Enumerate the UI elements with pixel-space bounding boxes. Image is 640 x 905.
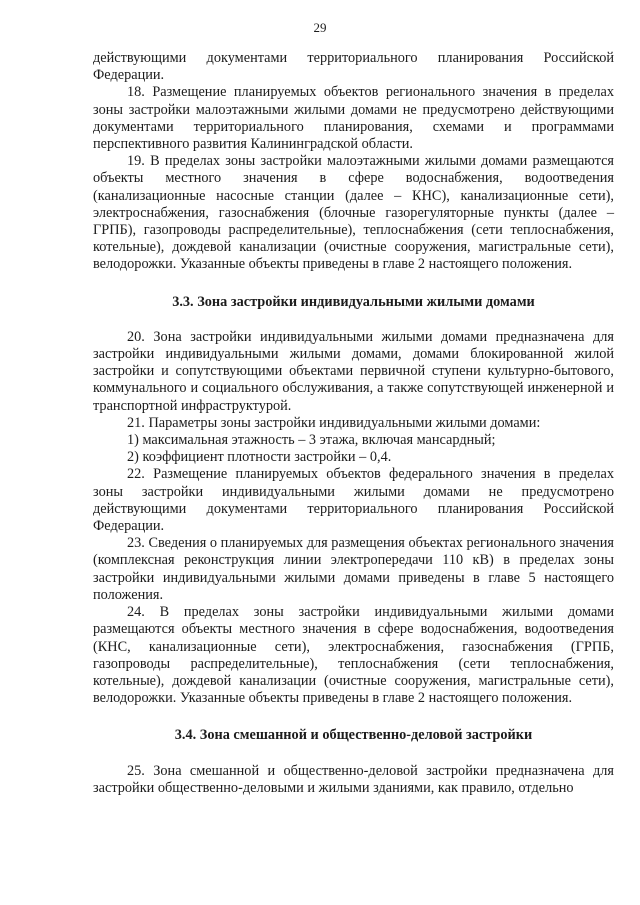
spacer	[93, 311, 614, 329]
list-item-1: 1) максимальная этажность – 3 этажа, включая мансардный;	[127, 432, 496, 449]
page-number: 29	[313, 20, 327, 35]
paragraph-25: 25. Зона смешанной и общественно-деловой застройки предназначена для застройки общественно-деловыми и жилыми зданиями, как правило, отдельно	[93, 762, 614, 796]
paragraph-23: 23. Сведения о планируемых для размещения объектах регионального значения (комплексная реконструкция линии электропередачи 110 кВ) в пределах зоны застройки индивидуальными жилыми домами приведены в главе 5 настоящего положения.	[93, 535, 614, 603]
paragraph-19: 19. В пределах зоны застройки малоэтажными жилыми домами размещаются объекты местного значения в сфере водоснабжения, водоотведения (канализационные насосные станции (далее – КНС), канализационные сети), электроснабжения, газоснабжения (блочные газорегуляторные пункты (далее – ГРПБ), газопроводы распределительные), теплоснабжения (сети теплоснабжения, котельные), дождевой канализации (очистные сооружения, магистральные сети), велодорожки. Указанные объекты приведены в главе 2 настоящего положения.	[93, 153, 614, 273]
paragraph-24: 24. В пределах зоны застройки индивидуальными жилыми домами размещаются объекты местного значения в сфере водоснабжения, водоотведения (КНС, канализационные сети), электроснабжения, газоснабжения (ГРПБ, газопроводы распределительные), теплоснабжения (сети теплоснабжения, котельные), дождевой канализации (очистные сооружения, магистральные сети), велодорожки. Указанные объекты приведены в главе 2 настоящего положения.	[93, 604, 614, 707]
paragraph-22: 22. Размещение планируемых объектов федерального значения в пределах зоны застройки индивидуальными жилыми домами не предусмотрено действующими документами территориального планирования Российской Федерации.	[93, 466, 614, 535]
spacer	[93, 707, 614, 727]
spacer	[93, 274, 614, 294]
paragraph-continuation: действующими документами территориального планирования Российской Федерации.	[93, 50, 614, 84]
document-body	[93, 50, 614, 797]
paragraph-18: 18. Размещение планируемых объектов регионального значения в пределах зоны застройки малоэтажными жилыми домами не предусмотрено действующими документами территориального планирования, схемами и программами перспективного развития Калининградской области.	[93, 84, 614, 153]
list-item-2: 2) коэффициент плотности застройки – 0,4.	[127, 449, 392, 466]
section-heading-3-3: 3.3. Зона застройки индивидуальными жилыми домами	[172, 293, 535, 310]
paragraph-20: 20. Зона застройки индивидуальными жилыми домами предназначена для застройки индивидуальными жилыми домами, домами блокированной жилой застройки и сопутствующими объектами первичной ступени культурно-бытового, коммунального и социального обслуживания, а также сопутствующей инженерной и транспортной инфраструктурой.	[93, 328, 614, 414]
section-heading-3-4: 3.4. Зона смешанной и общественно-деловой застройки	[174, 727, 533, 744]
spacer	[93, 745, 614, 763]
paragraph-21: 21. Параметры зоны застройки индивидуальными жилыми домами:	[127, 414, 541, 431]
